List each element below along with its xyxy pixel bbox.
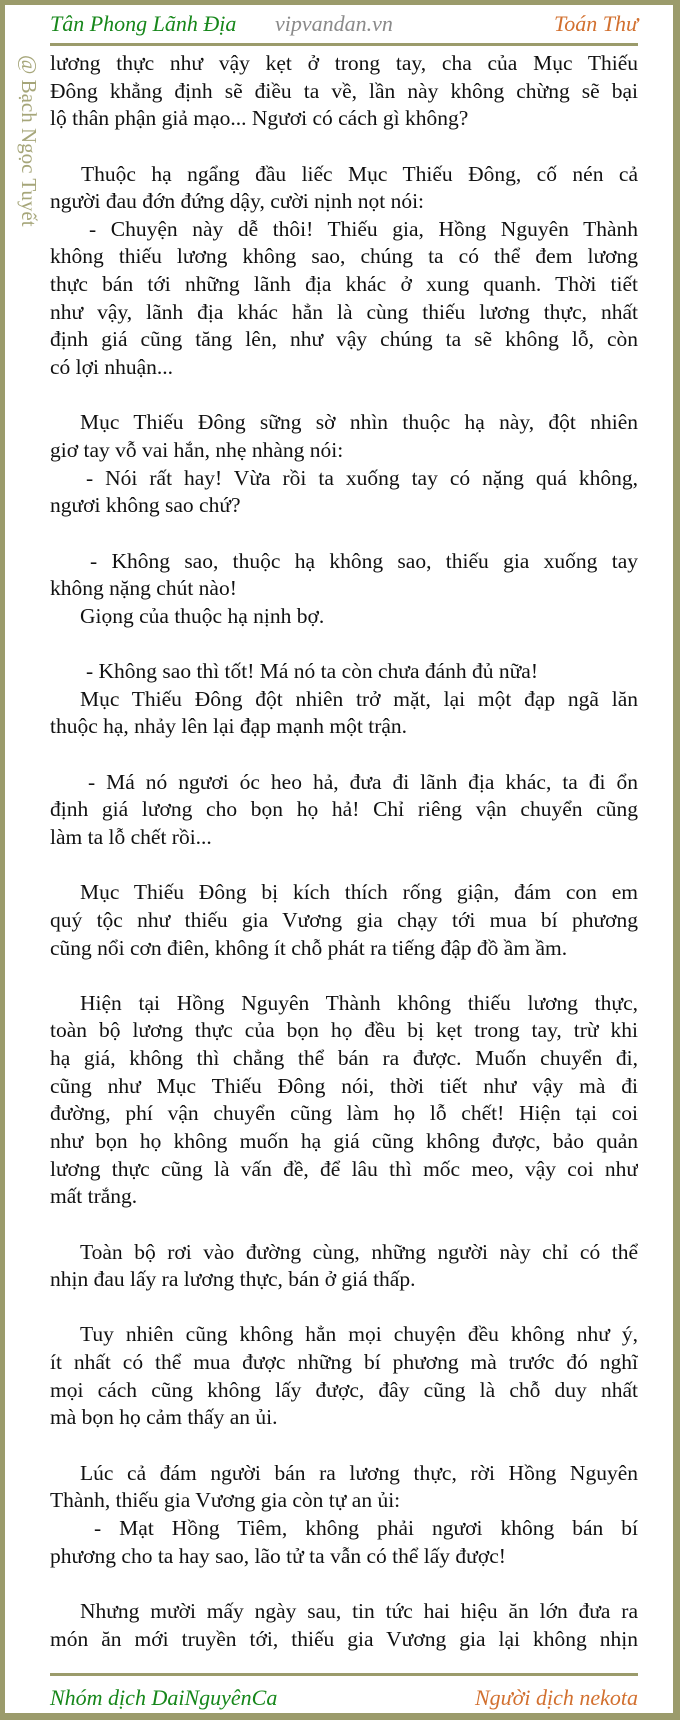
text-line: không nặng chút nào!	[50, 576, 237, 601]
text-line: đường, phí vận chuyển cũng làm họ lỗ chết! Hiện tại coi	[50, 1101, 638, 1126]
translator: Người dịch nekota	[474, 1685, 638, 1710]
text-line: thuộc hạ, nhảy lên lại đạp mạnh một trận.	[50, 714, 408, 739]
text-line: mất trắng.	[50, 1184, 138, 1209]
text-line: Đông khẳng định sẽ điều ta về, lần này không chừng sẽ bại	[50, 78, 638, 103]
text-line: - Chuyện này dễ thôi! Thiếu gia, Hồng Nguyên Thành	[89, 216, 638, 241]
text-line: Mục Thiếu Đông bị kích thích rống giận, đám con em	[80, 880, 638, 905]
text-line: Toàn bộ rơi vào đường cùng, những người này chỉ có thể	[80, 1239, 638, 1264]
blank-line	[50, 133, 638, 161]
blank-line	[50, 630, 638, 658]
text-line: - Nói rất hay! Vừa rồi ta xuống tay có nặng quá không,	[86, 465, 638, 490]
text-line: Mục Thiếu Đông sững sờ nhìn thuộc hạ này, đột nhiên	[80, 410, 638, 435]
text-line: giơ tay vỗ vai hắn, nhẹ nhàng nói:	[50, 437, 344, 462]
text-line: nhịn đau lấy ra lương thực, bán ở giá thấp.	[50, 1267, 416, 1292]
blank-line	[50, 852, 638, 880]
header	[50, 11, 638, 41]
text-line: phương cho ta hay sao, lão tử ta vẫn có thể lấy được!	[50, 1543, 506, 1568]
text-line: định giá cũng tăng lên, như vậy chúng ta sẽ không lỗ, còn	[50, 327, 638, 352]
translation-group: Nhóm dịch DaiNguyênCa	[50, 1685, 278, 1710]
blank-line	[50, 1211, 638, 1239]
text-line: thực bán tới những lãnh địa khác ở xung quanh. Thời tiết	[50, 272, 638, 297]
text-line: - Mạt Hồng Tiêm, không phải ngươi không bán bí	[94, 1515, 638, 1540]
blank-line	[50, 741, 638, 769]
blank-line	[50, 1432, 638, 1460]
text-line: mọi cách cũng không lấy được, đây cũng là chỗ duy nhất	[50, 1377, 638, 1402]
text-line: định giá lương cho bọn họ hả! Chỉ riêng vận chuyển cũng	[50, 797, 638, 822]
author-name: Toán Thư	[554, 11, 638, 36]
text-line: người đau đớn đứng dậy, cười nịnh nọt nói:	[50, 189, 425, 214]
text-line: không thiếu lương không sao, chúng ta có thể đem lương	[50, 244, 638, 269]
text-line: quý tộc như thiếu gia Vương gia chạy tới mua bí phương	[50, 907, 638, 932]
blank-line	[50, 382, 638, 410]
text-line: - Má nó ngươi óc heo hả, đưa đi lãnh địa khác, ta đi ổn	[88, 769, 638, 794]
text-line: Thành, thiếu gia Vương gia còn tự an ủi:	[50, 1488, 401, 1513]
text-line: như vậy, lãnh địa khác hẳn là cùng thiếu lương thực, nhất	[50, 299, 638, 324]
text-line: ít nhất có thể mua được những bí phương mà trước đó nghĩ	[50, 1350, 638, 1375]
watermark-text: @ Bạch Ngọc Tuyết	[17, 55, 41, 227]
text-line: Giọng của thuộc hạ nịnh bợ.	[80, 603, 325, 628]
watermark	[13, 55, 43, 275]
text-line: Nhưng mười mấy ngày sau, tin tức hai hiệu ăn lớn đưa ra	[80, 1598, 638, 1623]
text-line: món ăn mới truyền tới, thiếu gia Vương gia lại không nhịn	[50, 1626, 638, 1651]
book-title: Tân Phong Lãnh Địa	[50, 11, 237, 36]
blank-line	[50, 520, 638, 548]
site-name: vipvandan.vn	[275, 11, 393, 36]
text-line: lương thực cũng là vấn đề, để lâu thì mốc meo, vậy coi như	[50, 1156, 638, 1181]
text-line: làm ta lỗ chết rồi...	[50, 824, 212, 849]
text-line: Lúc cả đám người bán ra lương thực, rời Hồng Nguyên	[80, 1460, 638, 1485]
text-line: ngươi không sao chứ?	[50, 493, 241, 518]
text-line: cũng như Mục Thiếu Đông nói, thời tiết như vậy mà đi	[50, 1073, 638, 1098]
text-line: toàn bộ lương thực của bọn họ đều bị kẹt trong tay, trừ khi	[50, 1018, 638, 1043]
text-line: Thuộc hạ ngẩng đầu liếc Mục Thiếu Đông, cố nén cả	[81, 161, 638, 186]
text-line: có lợi nhuận...	[50, 355, 174, 380]
text-line: Tuy nhiên cũng không hẳn mọi chuyện đều không như ý,	[80, 1322, 638, 1347]
text-line: lương thực như vậy kẹt ở trong tay, cha của Mục Thiếu	[50, 51, 638, 75]
text-line: mà bọn họ cảm thấy an ủi.	[50, 1405, 278, 1430]
text-line: cũng nổi cơn điên, không ít chỗ phát ra tiếng đập đồ ầm ầm.	[50, 935, 568, 960]
text-line: lộ thân phận giả mạo... Ngươi có cách gì không?	[50, 106, 469, 131]
text-line: - Không sao, thuộc hạ không sao, thiếu gia xuống tay	[90, 548, 638, 573]
footer	[50, 1685, 638, 1715]
page	[5, 5, 673, 1713]
blank-line	[50, 962, 638, 990]
text-line: - Không sao thì tốt! Má nó ta còn chưa đánh đủ nữa!	[86, 659, 539, 684]
text-line: Mục Thiếu Đông đột nhiên trở mặt, lại một đạp ngã lăn	[80, 686, 638, 711]
header-divider	[50, 43, 638, 46]
text-line: hạ giá, không thì chẳng thể bán ra được. Muốn chuyển đi,	[50, 1046, 638, 1071]
footer-divider	[50, 1673, 638, 1676]
chapter-text	[50, 50, 638, 1653]
blank-line	[50, 1570, 638, 1598]
text-line: như bọn họ không muốn hạ giá cũng không được, bảo quản	[50, 1128, 638, 1153]
text-line: Hiện tại Hồng Nguyên Thành không thiếu lương thực,	[80, 990, 638, 1015]
blank-line	[50, 1294, 638, 1322]
